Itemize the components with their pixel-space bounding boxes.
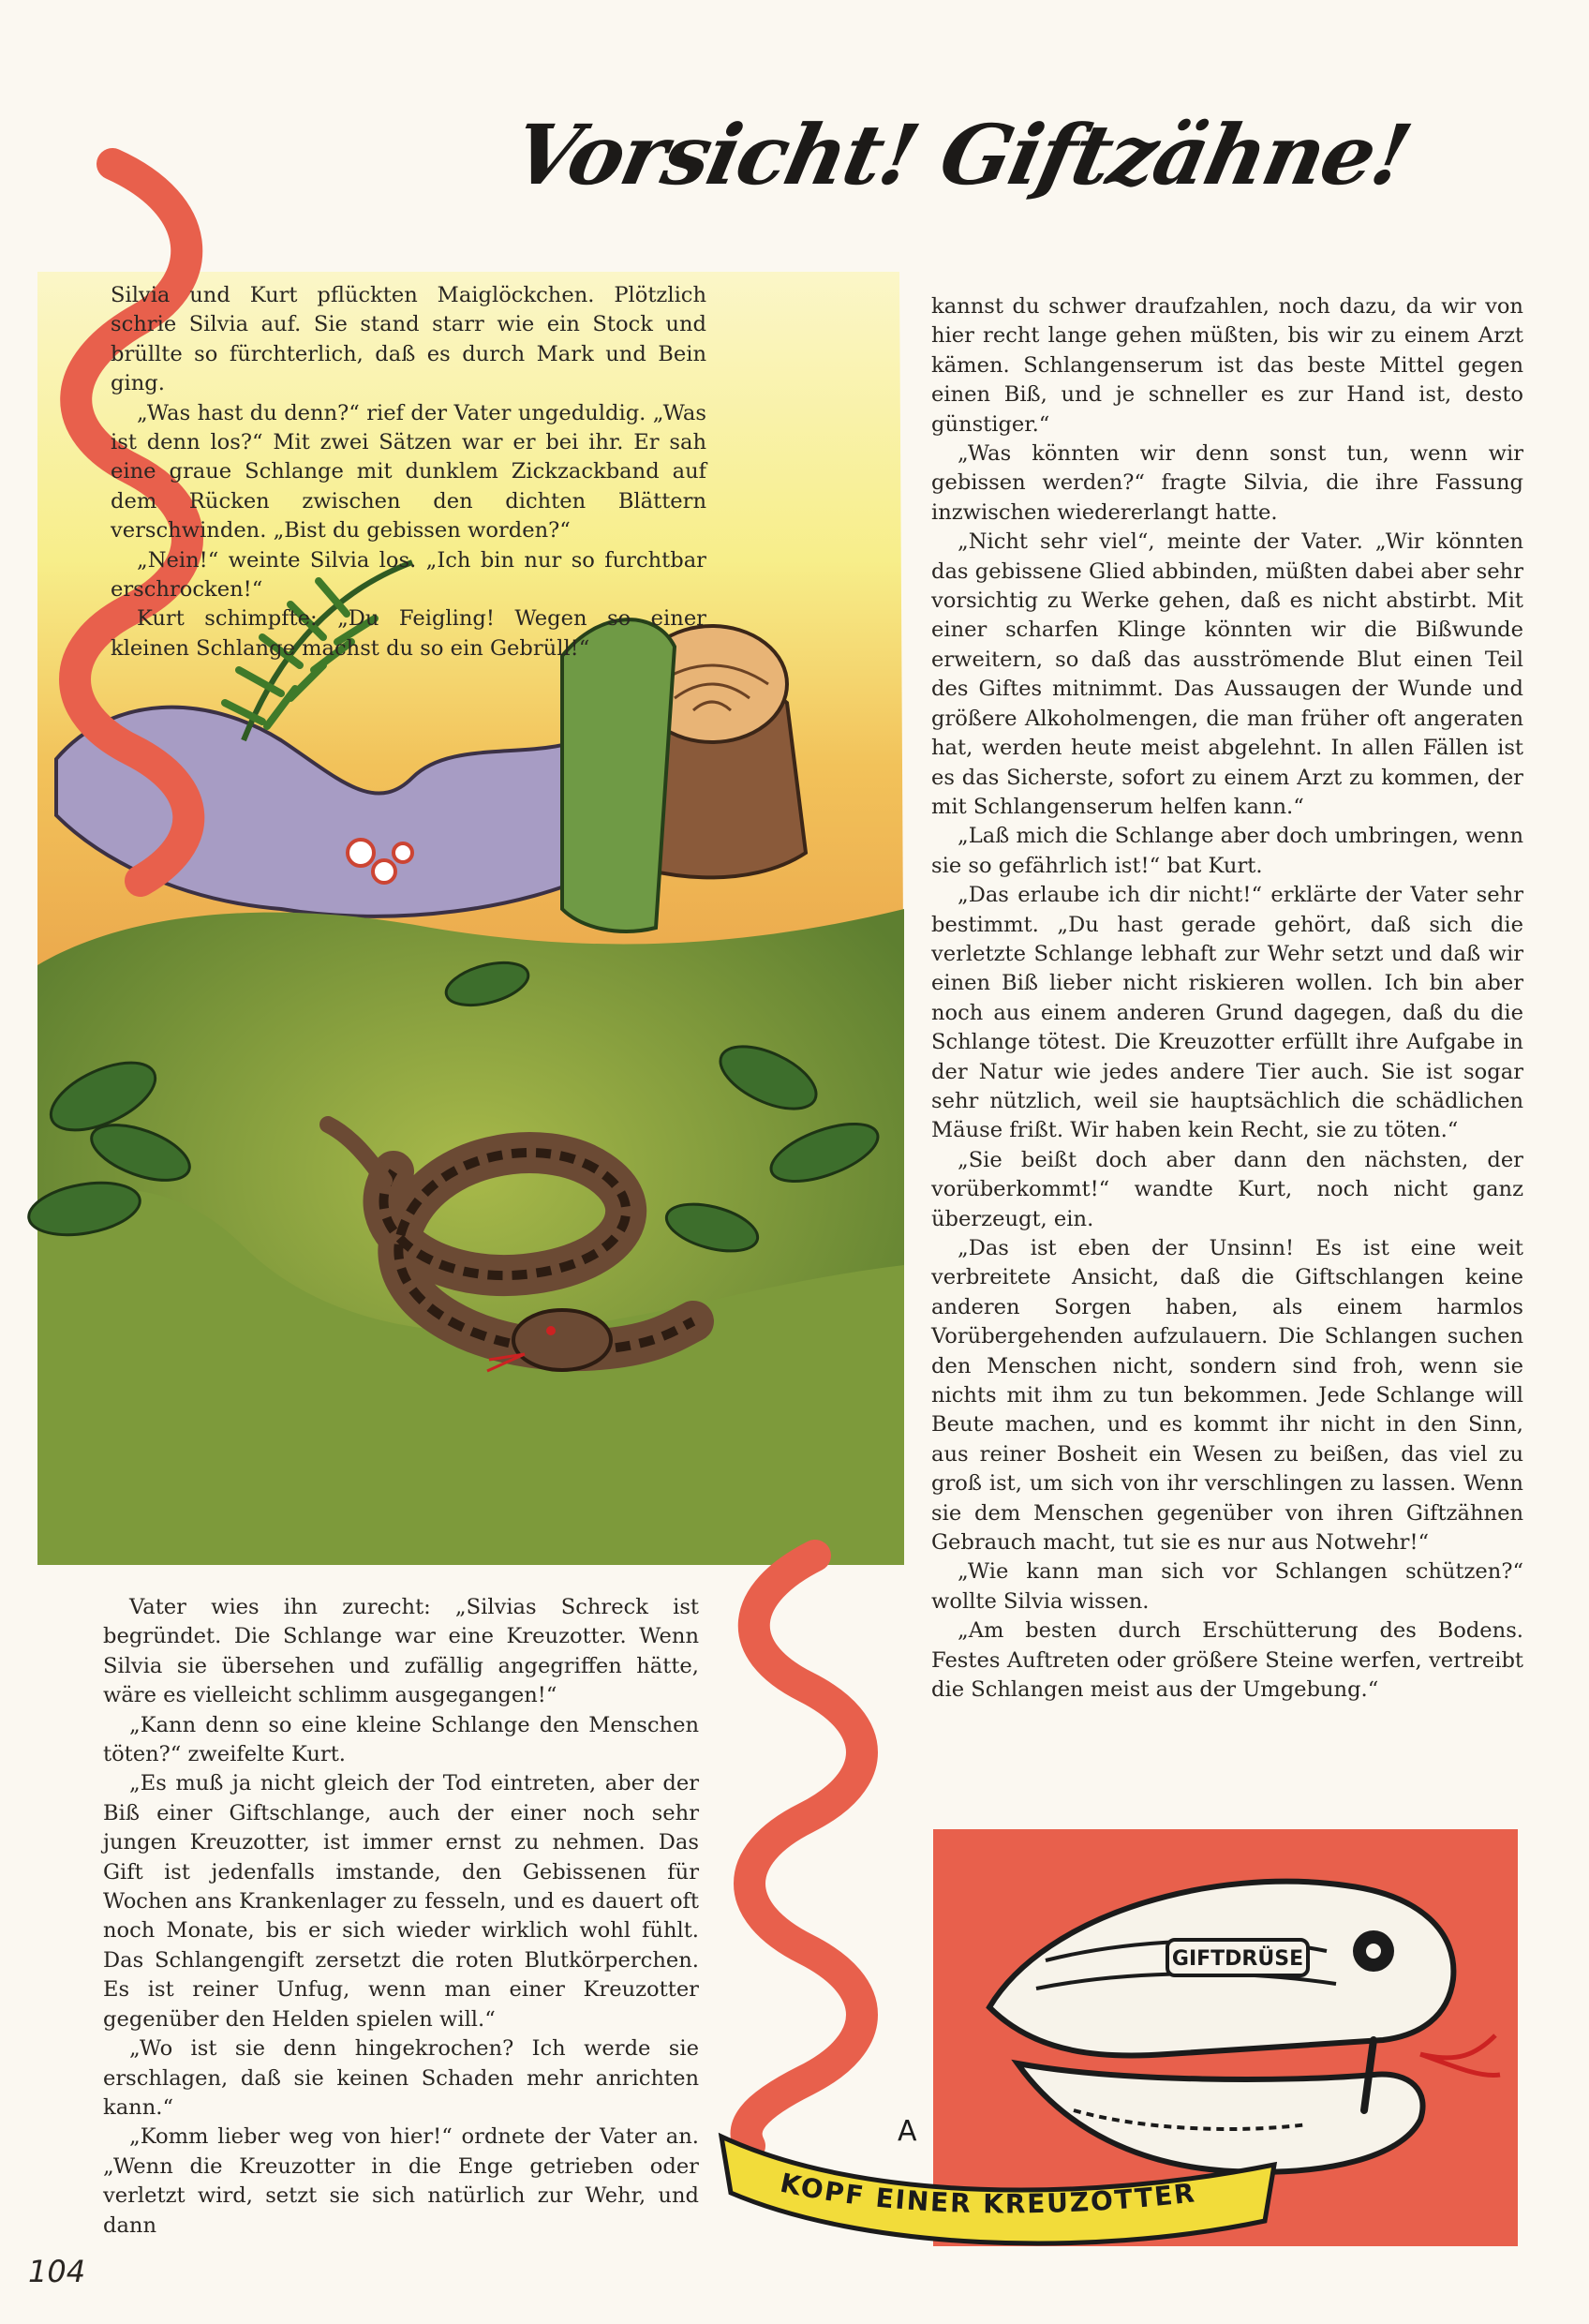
paragraph: „Das erlaube ich dir nicht!“ erklärte der Vater sehr bestimmt. „Du hast gerade gehört, daß sich die verletzte Schlange lebhaft zur Wehr setzt und daß wir einen Biß lieber nicht riskieren wollen. Ich bin aber noch aus einem anderen Grund dagegen, daß du die Schlange tötest. Die Kreuzotter erfüllt ihre Aufgabe in der Natur wie jedes andere Tier auch. Sie ist sogar sehr nützlich, weil sie hauptsächlich die schädlichen Mäuse frißt. Wir haben kein Recht, sie zu töten.“ (931, 883, 1523, 1143)
paragraph: „Komm lieber weg von hier!“ ordnete der Vater an. „Wenn die Kreuzotter in die Enge getrieben oder verletzt wird, setzt sie sich natürlich zur Wehr, und dann (103, 2124, 699, 2238)
paragraph: „Kann denn so eine kleine Schlange den Menschen töten?“ zweifelte Kurt. (103, 1712, 699, 1767)
paragraph: Kurt schimpfte: „Du Feigling! Wegen so einer kleinen Schlange machst du so ein Gebrüll!“ (111, 606, 706, 661)
paragraph: „Was hast du denn?“ rief der Vater ungeduldig. „Was ist denn los?“ Mit zwei Sätzen war er bei ihr. Er sah eine graue Schlange mit dunklem Zickzackband auf dem Rücken zwischen den dichten Blättern verschwinden. „Bist du gebissen worden?“ (111, 400, 706, 544)
paragraph: Silvia und Kurt pflückten Maiglöckchen. Plötzlich schrie Silvia auf. Sie stand starr wie ein Stock und brüllte so fürchterlich, daß es durch Mark und Bein ging. (111, 283, 706, 396)
paragraph: kannst du schwer draufzahlen, noch dazu, da wir von hier recht lange gehen müßten, bis wir zu einem Arzt kämen. Schlangenserum ist das beste Mittel gegen einen Biß, und je schneller es zur Hand ist, desto günstiger.“ (931, 294, 1523, 437)
paragraph: „Nicht sehr viel“, meinte der Vater. „Wir könnten das gebissene Glied abbinden, müßten dabei aber sehr vorsichtig zu Werke gehen, daß es nicht abstirbt. Mit einer scharfen Klinge könnten wir die Bißwunde erweitern, so daß das ausströmende Blut einen Teil des Giftes mitnimmt. Das Aussaugen der Wunde und größere Alkoholmengen, die man früher oft angeraten hat, werden heute meist abgelehnt. In allen Fällen ist es das Sicherste, sofort zu einem Arzt zu kommen, der mit Schlangenserum helfen kann.“ (931, 529, 1523, 819)
paragraph: „Laß mich die Schlange aber doch umbringen, wenn sie so gefährlich ist!“ bat Kurt. (931, 824, 1523, 878)
inset-letter: A (898, 2115, 917, 2148)
paragraph: Vater wies ihn zurecht: „Silvias Schreck ist begründet. Die Schlange war eine Kreuzotter. Wenn Silvia sie übersehen und zufällig angegriffen hätte, wäre es vielleicht schlimm ausgegangen!“ (103, 1595, 699, 1708)
paragraph: „Sie beißt doch aber dann den nächsten, der vorüberkommt!“ wandte Kurt, noch nicht ganz überzeugt, ein. (931, 1147, 1523, 1231)
page-title: Vorsicht! Giftzähne! (504, 106, 1418, 203)
text-column-right (931, 292, 1523, 1706)
text-column-top-left (111, 281, 706, 663)
paragraph: „Wo ist sie denn hingekrochen? Ich werde sie erschlagen, daß sie keinen Schaden mehr anrichten kann.“ (103, 2036, 699, 2120)
paragraph: „Nein!“ weinte Silvia los. „Ich bin nur so furchtbar erschrocken!“ (111, 547, 706, 603)
text-column-bottom-left (103, 1593, 699, 2241)
paragraph: „Am besten durch Erschütterung des Bodens. Festes Auftreten oder größere Steine werfen, vertreibt die Schlangen meist aus der Umgebung.“ (931, 1618, 1523, 1703)
inset-caption: KOPF EINER KREUZOTTER (777, 2167, 1198, 2220)
paragraph: „Was könnten wir denn sonst tun, wenn wir gebissen werden?“ fragte Silvia, die ihre Fassung inzwischen wiedererlangt hatte. (931, 441, 1523, 525)
caption-banner (712, 2099, 1293, 2249)
page-number: 104 (28, 2254, 86, 2289)
paragraph: „Wie kann man sich vor Schlangen schützen?“ wollte Silvia wissen. (931, 1559, 1523, 1614)
paragraph: „Es muß ja nicht gleich der Tod eintreten, aber der Biß einer Giftschlange, auch der einer noch sehr jungen Kreuzotter, ist immer ernst zu nehmen. Das Gift ist jedenfalls imstande, den Gebissenen für Wochen ans Krankenlager zu fesseln, und es dauert oft noch Monate, bis er sich wieder wirklich wohl fühlt. Das Schlangengift zersetzt die roten Blutkörperchen. Es ist reiner Unfug, wenn man einer Kreuzotter gegenüber den Helden spielen will.“ (103, 1771, 699, 2032)
gland-label: GIFTDRÜSE (1171, 1947, 1304, 1971)
paragraph: „Das ist eben der Unsinn! Es ist eine weit verbreitete Ansicht, daß die Giftschlangen keine anderen Sorgen haben, als einem harmlos Vorübergehenden aufzulauern. Die Schlangen suchen den Menschen nicht, sondern sind froh, wenn sie nichts mit ihm zu tun bekommen. Jede Schlange will Beute machen, und es kommt ihr nicht in den Sinn, aus reiner Bosheit ein Wesen zu beißen, das viel zu groß ist, um sich von ihr verschlingen zu lassen. Wenn sie dem Menschen gegenüber von ihren Giftzähnen Gebrauch macht, tut sie es nur aus Notwehr!“ (931, 1236, 1523, 1556)
